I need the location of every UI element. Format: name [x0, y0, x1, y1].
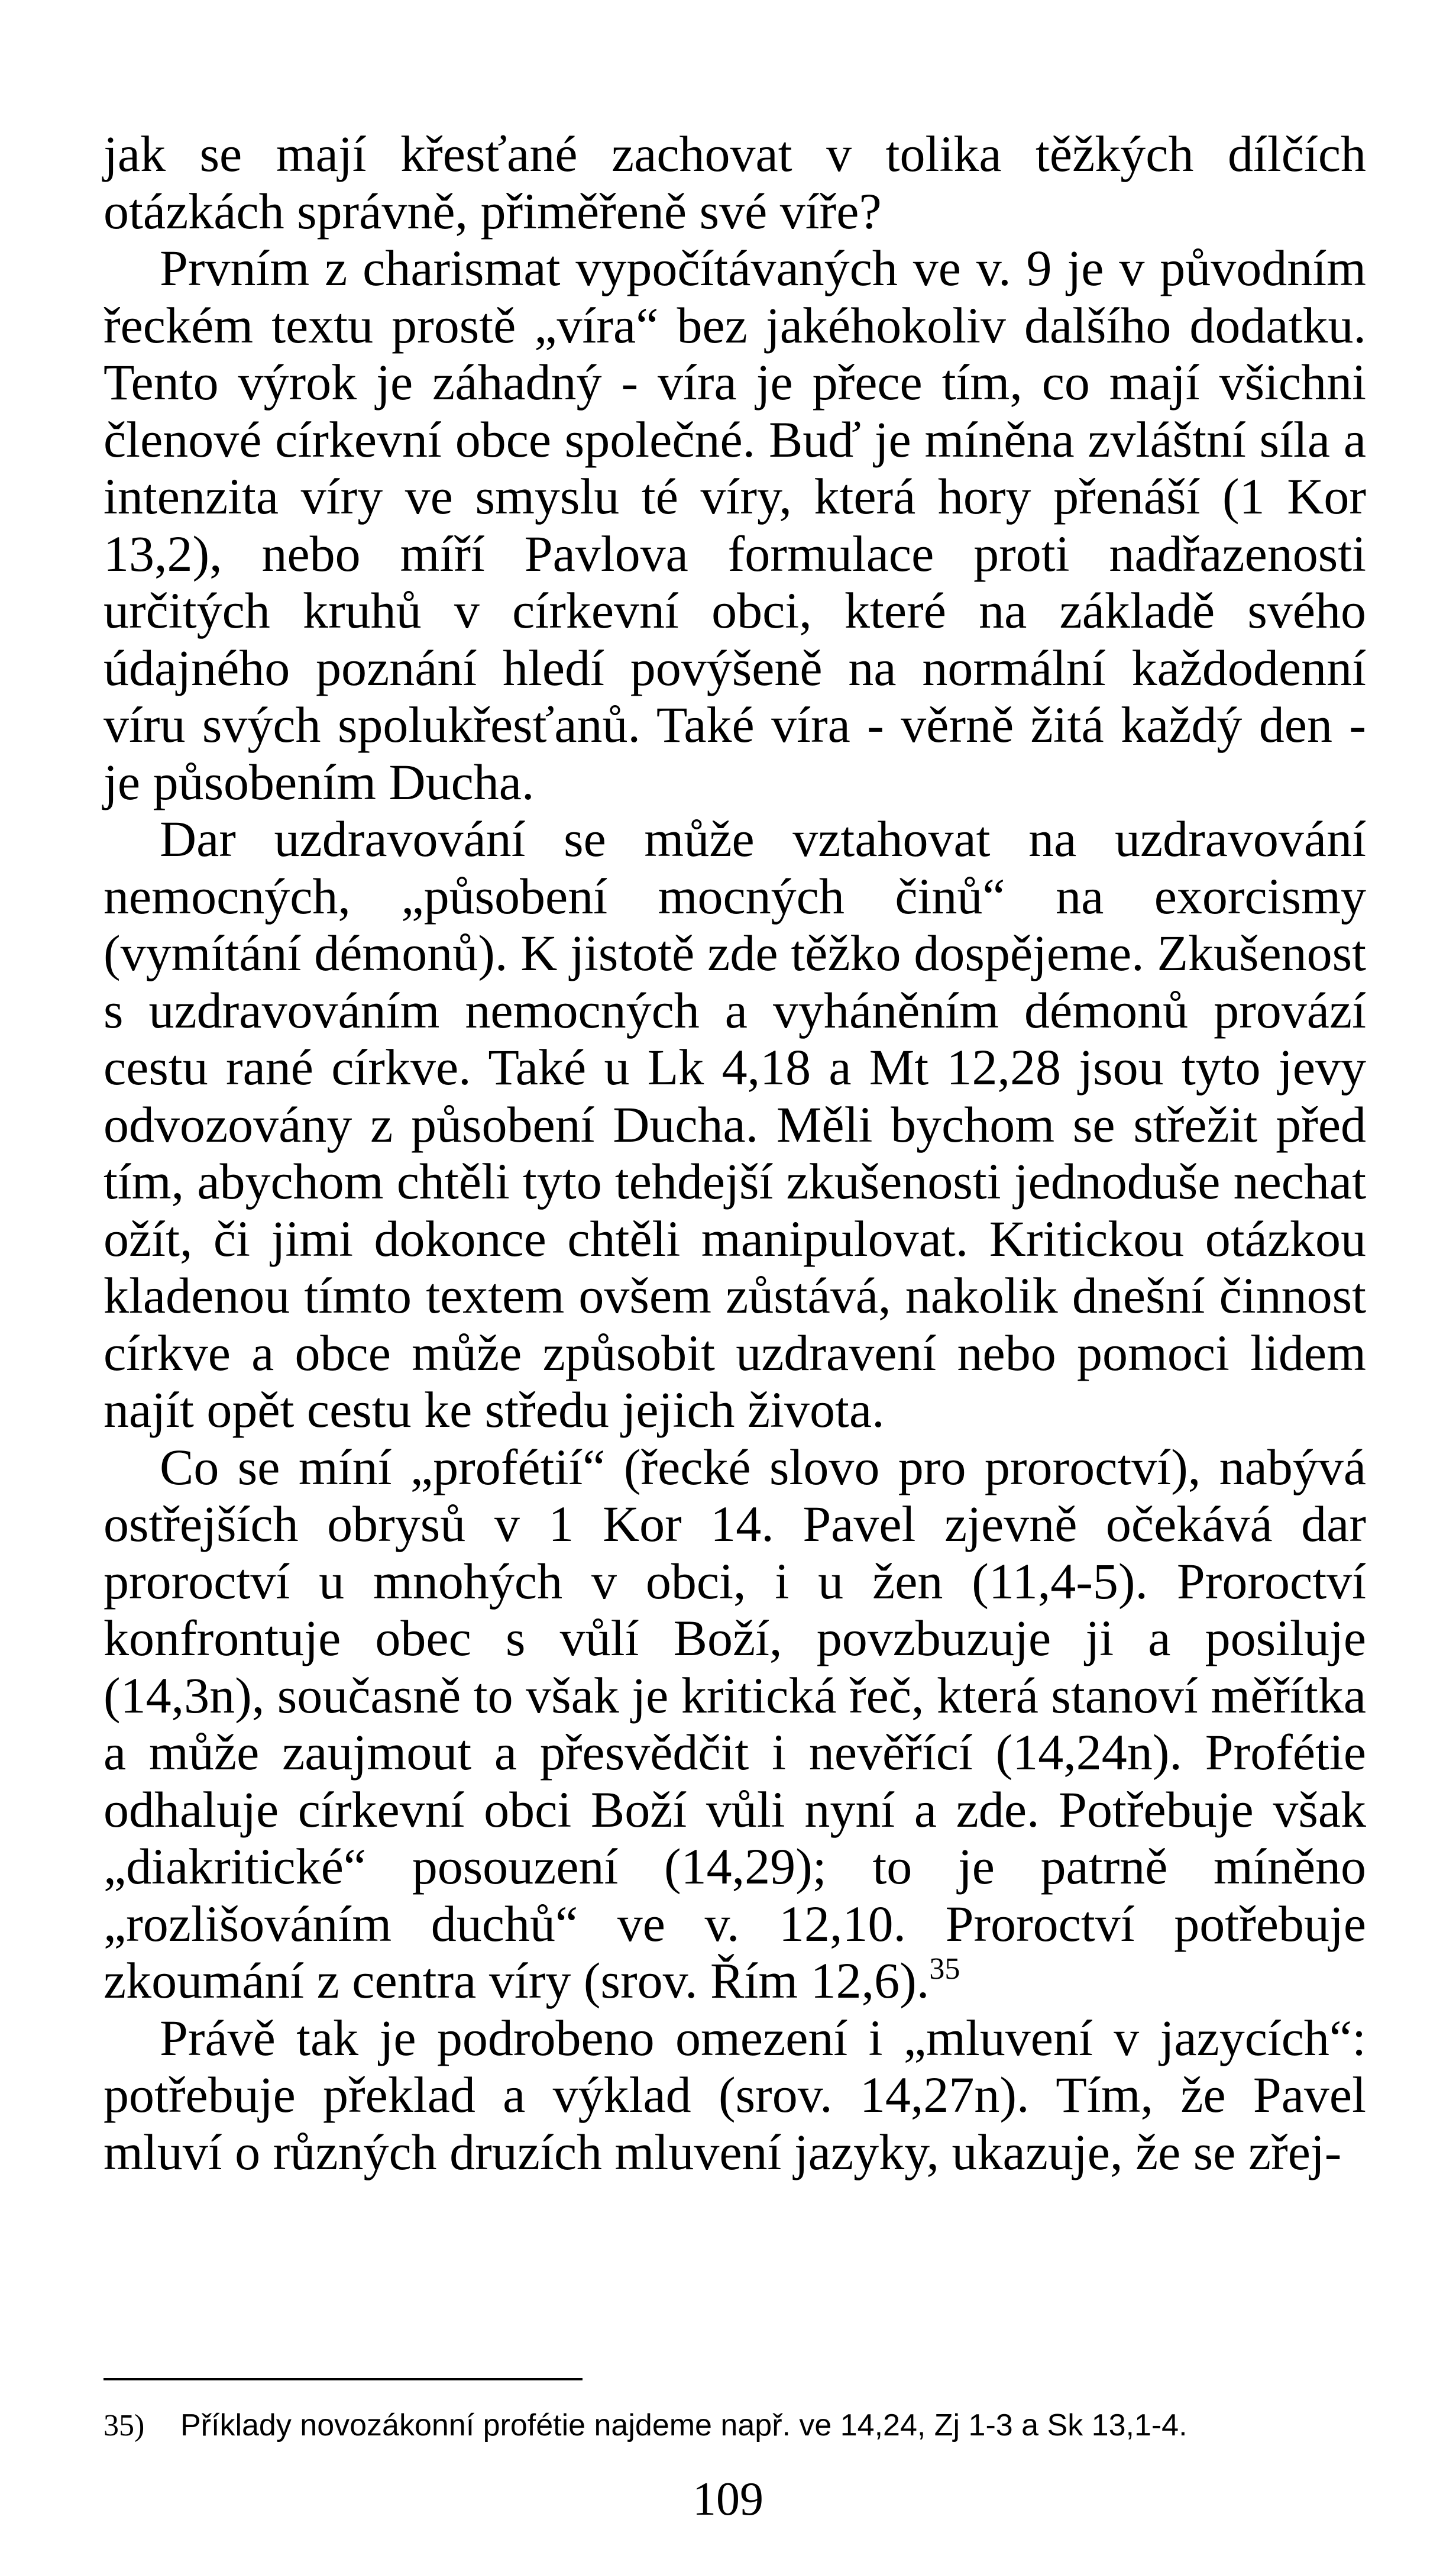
- footnote-reference: 35: [929, 1952, 960, 1986]
- main-text: [103, 125, 1366, 2180]
- paragraph-faith: Prvním z charismat vypočítávaných ve v. 9 je v původním řeckém textu prostě „víra“ bez jakéhokoliv dalšího dodatku. Tento výrok je záhadný - víra je přece tím, co mají všichni členové církevní obce společné. Buď je míněna zvláštní síla a intenzita víry ve smyslu té víry, která hory přenáší (1 Kor 13,2), nebo míří Pavlova formulace proti nadřazenosti určitých kruhů v církevní obci, které na základě svého údajného poznání hledí povýšeně na normální každodenní víru svých spolukřesťanů. Také víra - věrně žitá každý den - je působením Ducha.: [103, 240, 1366, 810]
- paragraph-healing: Dar uzdravování se může vztahovat na uzdravování nemocných, „působení mocných činů“ na exorcismy (vymítání démonů). K jistotě zde těžko dospějeme. Zkušenost s uzdravováním nemocných a vyháněním démonů provází cestu rané církve. Také u Lk 4,18 a Mt 12,28 jsou tyto jevy odvozovány z působení Ducha. Měli bychom se střežit před tím, abychom chtěli tyto tehdejší zkušenosti jednoduše nechat ožít, či jimi dokonce chtěli manipulovat. Kritickou otázkou kladenou tímto textem ovšem zůstává, nakolik dnešní činnost církve a obce může způsobit uzdravení nebo pomoci lidem najít opět cestu ke středu jejich života.: [103, 810, 1366, 1438]
- paragraph-continuation: jak se mají křesťané zachovat v tolika těžkých dílčích otázkách správně, přiměřeně své víře?: [103, 125, 1366, 240]
- paragraph-prophecy-text: Co se míní „profétií“ (řecké slovo pro proroctví), nabývá ostřejších obrysů v 1 Kor 14. Pavel zjevně očekává dar proroctví u mnohých v obci, i u žen (11,4-5). Proroctví konfrontuje obec s vůlí Boží, povzbuzuje ji a posiluje (14,3n), současně to však je kritická řeč, která stanoví měřítka a může zaujmout a přesvědčit i nevěřící (14,24n). Profétie odhaluje církevní obci Boží vůli nyní a zde. Potřebuje však „diakritické“ posouzení (14,29); to je patrně míněno „rozlišováním duchů“ ve v. 12,10. Proroctví potřebuje zkoumání z centra víry (srov. Řím 12,6).: [103, 1438, 1366, 2009]
- paragraph-prophecy: [103, 1439, 1366, 2009]
- paragraph-tongues: Právě tak je podrobeno omezení i „mluvení v jazycích“: potřebuje překlad a výklad (srov. 14,27n). Tím, že Pavel mluví o různých druzích mluvení jazyky, ukazuje, že se zřej-: [103, 2009, 1366, 2180]
- footnote-number: 35): [103, 2409, 145, 2443]
- footnote: [103, 2406, 1366, 2445]
- footnote-divider: [103, 2378, 583, 2380]
- page-number: 109: [693, 2473, 763, 2525]
- footnote-text: Příklady novozákonní profétie najdeme např. ve 14,24, Zj 1-3 a Sk 13,1-4.: [180, 2408, 1188, 2443]
